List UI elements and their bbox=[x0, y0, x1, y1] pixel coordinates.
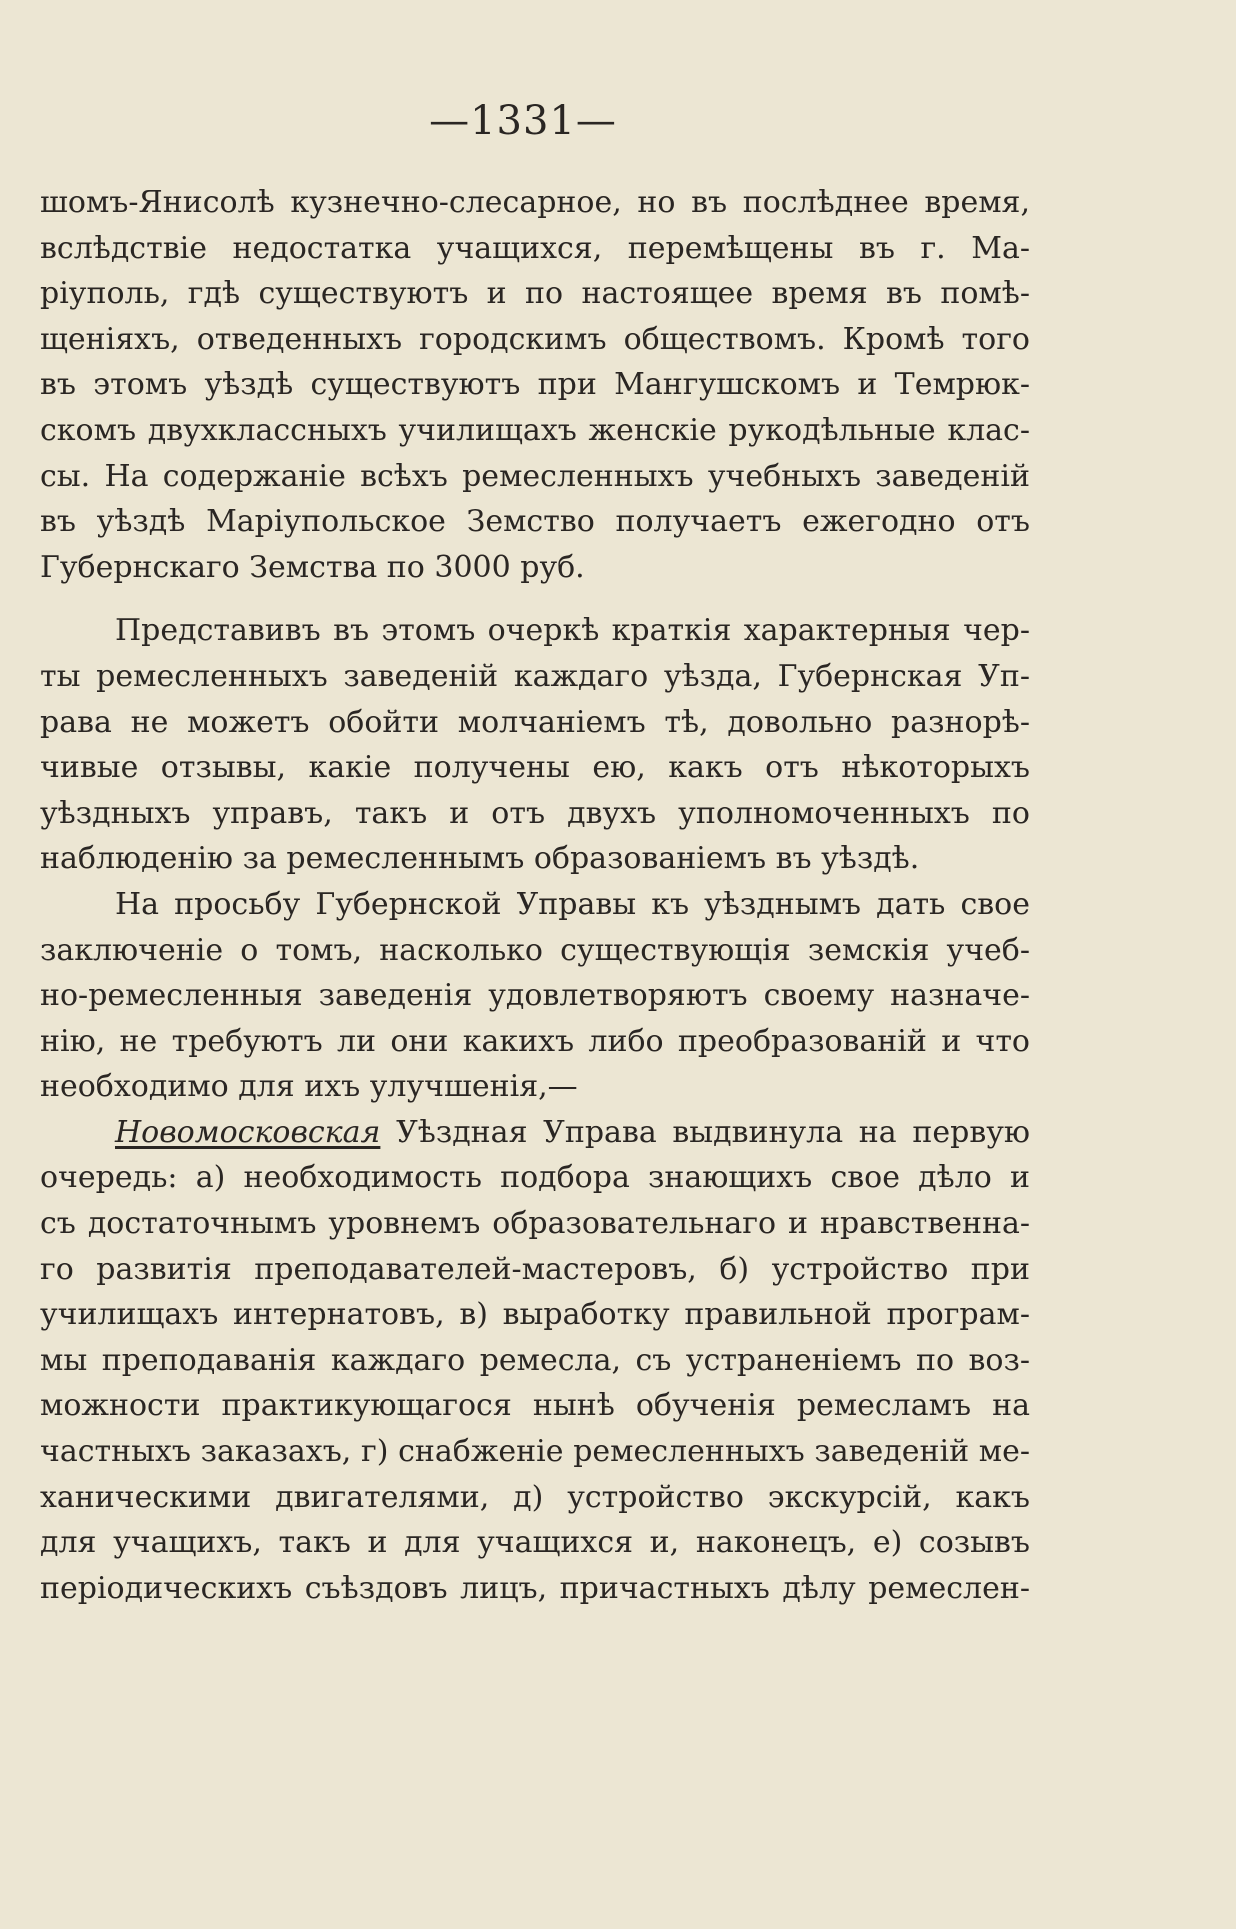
page-number: —1331— bbox=[429, 98, 617, 144]
text-line: Представивъ въ этомъ очеркѣ краткія характерныя чер- bbox=[115, 613, 1030, 649]
paragraph-gap bbox=[40, 590, 1030, 608]
text-line: вслѣдствіе недостатка учащихся, перемѣщены въ г. Ма- bbox=[40, 230, 1030, 266]
text-line: въ уѣздѣ Маріупольское Земство получаетъ ежегодно отъ bbox=[40, 504, 1030, 540]
text-line: нію, не требуютъ ли они какихъ либо преобразованій и что bbox=[40, 1023, 1030, 1059]
text-line: но-ремесленныя заведенія удовлетворяютъ своему назначе- bbox=[40, 978, 1030, 1014]
text-line: для учащихъ, такъ и для учащихся и, наконецъ, е) созывъ bbox=[40, 1525, 1030, 1561]
text-line: въ этомъ уѣздѣ существуютъ при Мангушскомъ и Темрюк- bbox=[40, 367, 1030, 403]
text-line: необходимо для ихъ улучшенія,— bbox=[40, 1069, 578, 1105]
text-line: щеніяхъ, отведенныхъ городскимъ обществомъ. Кромѣ того bbox=[40, 321, 1030, 357]
text-line: съ достаточнымъ уровнемъ образовательнаго и нравственна- bbox=[40, 1206, 1030, 1242]
paragraph-2 bbox=[40, 608, 1030, 882]
text-line: заключеніе о томъ, насколько существующія земскія учеб- bbox=[40, 932, 1030, 968]
text-line: ханическими двигателями, д) устройство экскурсій, какъ bbox=[40, 1479, 1030, 1515]
text-line: частныхъ заказахъ, г) снабженіе ремесленныхъ заведеній ме- bbox=[40, 1434, 1030, 1470]
text-line: На просьбу Губернской Управы къ уѣзднымъ дать свое bbox=[115, 886, 1030, 922]
text-line: училищахъ интернатовъ, в) выработку правильной програм- bbox=[40, 1297, 1030, 1333]
text-line: чивые отзывы, какіе получены ею, какъ отъ нѣкоторыхъ bbox=[40, 750, 1030, 786]
paragraph-1 bbox=[40, 180, 1030, 590]
text-line: уѣздныхъ управъ, такъ и отъ двухъ уполномоченныхъ по bbox=[40, 795, 1030, 831]
text-line: шомъ-Янисолѣ кузнечно-слесарное, но въ послѣднее время, bbox=[40, 185, 1030, 220]
text-line: періодическихъ съѣздовъ лицъ, причастныхъ дѣлу ремеслен- bbox=[40, 1570, 1030, 1606]
text-line: ты ремесленныхъ заведеній каждаго уѣзда, Губернская Уп- bbox=[40, 658, 1030, 694]
paragraph-3 bbox=[40, 882, 1030, 1110]
text-line: сы. На содержаніе всѣхъ ремесленныхъ учебныхъ заведеній bbox=[40, 458, 1030, 494]
text-line: рава не можетъ обойти молчаніемъ тѣ, довольно разнорѣ- bbox=[40, 704, 1030, 740]
text-line: очередь: а) необходимость подбора знающихъ свое дѣло и bbox=[40, 1160, 1030, 1196]
text-line: ріуполь, гдѣ существуютъ и по настоящее время въ помѣ- bbox=[40, 276, 1030, 312]
text-line: го развитія преподавателей-мастеровъ, б) устройство при bbox=[40, 1251, 1030, 1287]
body-text bbox=[40, 180, 1030, 1611]
lead-term: Новомосковская bbox=[115, 1114, 381, 1150]
paragraph-4 bbox=[40, 1110, 1030, 1612]
text-line bbox=[40, 1110, 1030, 1156]
text-line: скомъ двухклассныхъ училищахъ женскіе рукодѣльные клас- bbox=[40, 412, 1030, 448]
text-fragment: Уѣздная Управа выдвинула на первую bbox=[380, 1114, 1030, 1150]
text-line: можности практикующагося нынѣ обученія ремесламъ на bbox=[40, 1388, 1030, 1424]
text-line: Губернскаго Земства по 3000 руб. bbox=[40, 549, 585, 585]
text-line: наблюденію за ремесленнымъ образованіемъ въ уѣздѣ. bbox=[40, 841, 920, 877]
text-line: мы преподаванія каждаго ремесла, съ устраненіемъ по воз- bbox=[40, 1342, 1030, 1378]
